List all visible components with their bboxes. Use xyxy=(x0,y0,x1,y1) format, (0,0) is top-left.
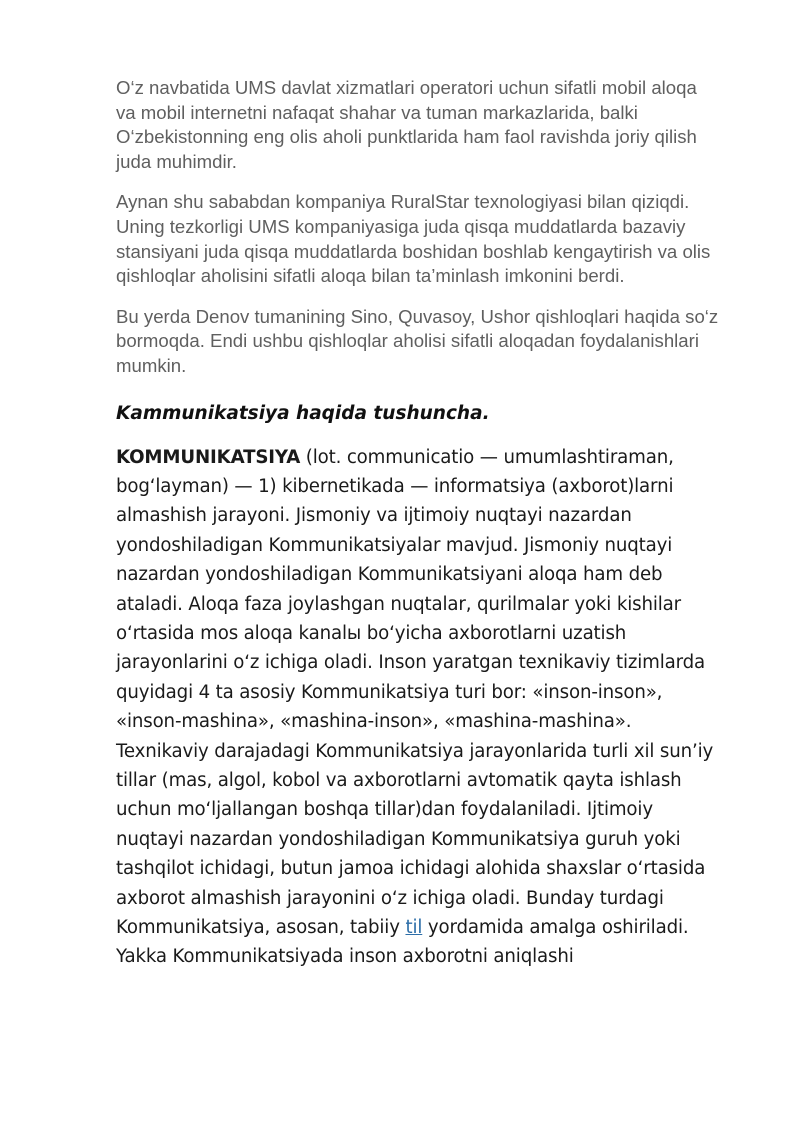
paragraph-denov-villages: Bu yerda Denov tumanining Sino, Quvasoy, Ushor qishloqlari haqida so‘z bormoqda. Endi ushbu qishloqlar aholisi sifatli aloqadan foydalanishlari mumkin. xyxy=(116,305,719,376)
article-text-after-link: yordamida amalga oshiriladi. Yakka Kommunikatsiyada inson axborotni aniqlashi xyxy=(116,917,689,968)
article-term: KOMMUNIKATSIYA xyxy=(116,446,301,468)
paragraph-ruralstar: Aynan shu sababdan kompaniya RuralStar texnologiyasi bilan qiziqdi. Uning tezkorligi UMS kompaniyasiga juda qisqa muddatlarda bazaviy stansiyani juda qisqa muddatlarda boshidan boshlab kengaytirish va olis qishloqlar aholisini sifatli aloqa bilan ta’minlash imkonini berdi. xyxy=(116,191,711,287)
link-til[interactable]: til xyxy=(405,917,423,939)
section-heading: Kammunikatsiya haqida tushuncha. xyxy=(116,402,490,424)
article-text-before-link: (lot. communicatio — umumlashtiraman, bogʻlayman) — 1) kibernetikada — informatsiya (axborot)larni almashish jarayoni. Jismoniy va ijtimoiy nuqtayi nazardan yondoshiladigan Kommunikatsiyalar mavjud. Jismoniy nuqtayi nazardan yondoshiladigan Kommunikatsiyani aloqa ham deb ataladi. Aloqa faza joylashgan nuqtalar, qurilmalar yoki kishilar oʻrtasida mos aloqa kanalы boʻyicha axborotlarni uzatish jarayonlarini oʻz ichiga oladi. Inson yaratgan texnikaviy tizimlarda quyidagi 4 ta asosiy Kommunikatsiya turi bor: «inson-inson», «inson-mashina», «mashina-inson», «mashina-mashina». Texnikaviy darajadagi Kommunikatsiya jarayonlarida turli xil sun’iy tillar (mas, algol, kobol va axborotlarni avtomatik qayta ishlash uchun moʻljallangan boshqa tillar)dan foydalaniladi. Ijtimoiy nuqtayi nazardan yondoshiladigan Kommunikatsiya guruh yoki tashqilot ichidagi, butun jamoa ichidagi alohida shaxslar oʻrtasida axborot almashish jarayonini oʻz ichiga oladi. Bunday turdagi Kommunikatsiya, asosan, tabiiy xyxy=(116,446,714,939)
article-paragraph xyxy=(116,443,720,972)
paragraph-ums-operator: O‘z navbatida UMS davlat xizmatlari operatori uchun sifatli mobil aloqa va mobil internetni nafaqat shahar va tuman markazlarida, balki O‘zbekistonning eng olis aholi punktlarida ham faol ravishda joriy qilish juda muhimdir. xyxy=(116,77,697,172)
